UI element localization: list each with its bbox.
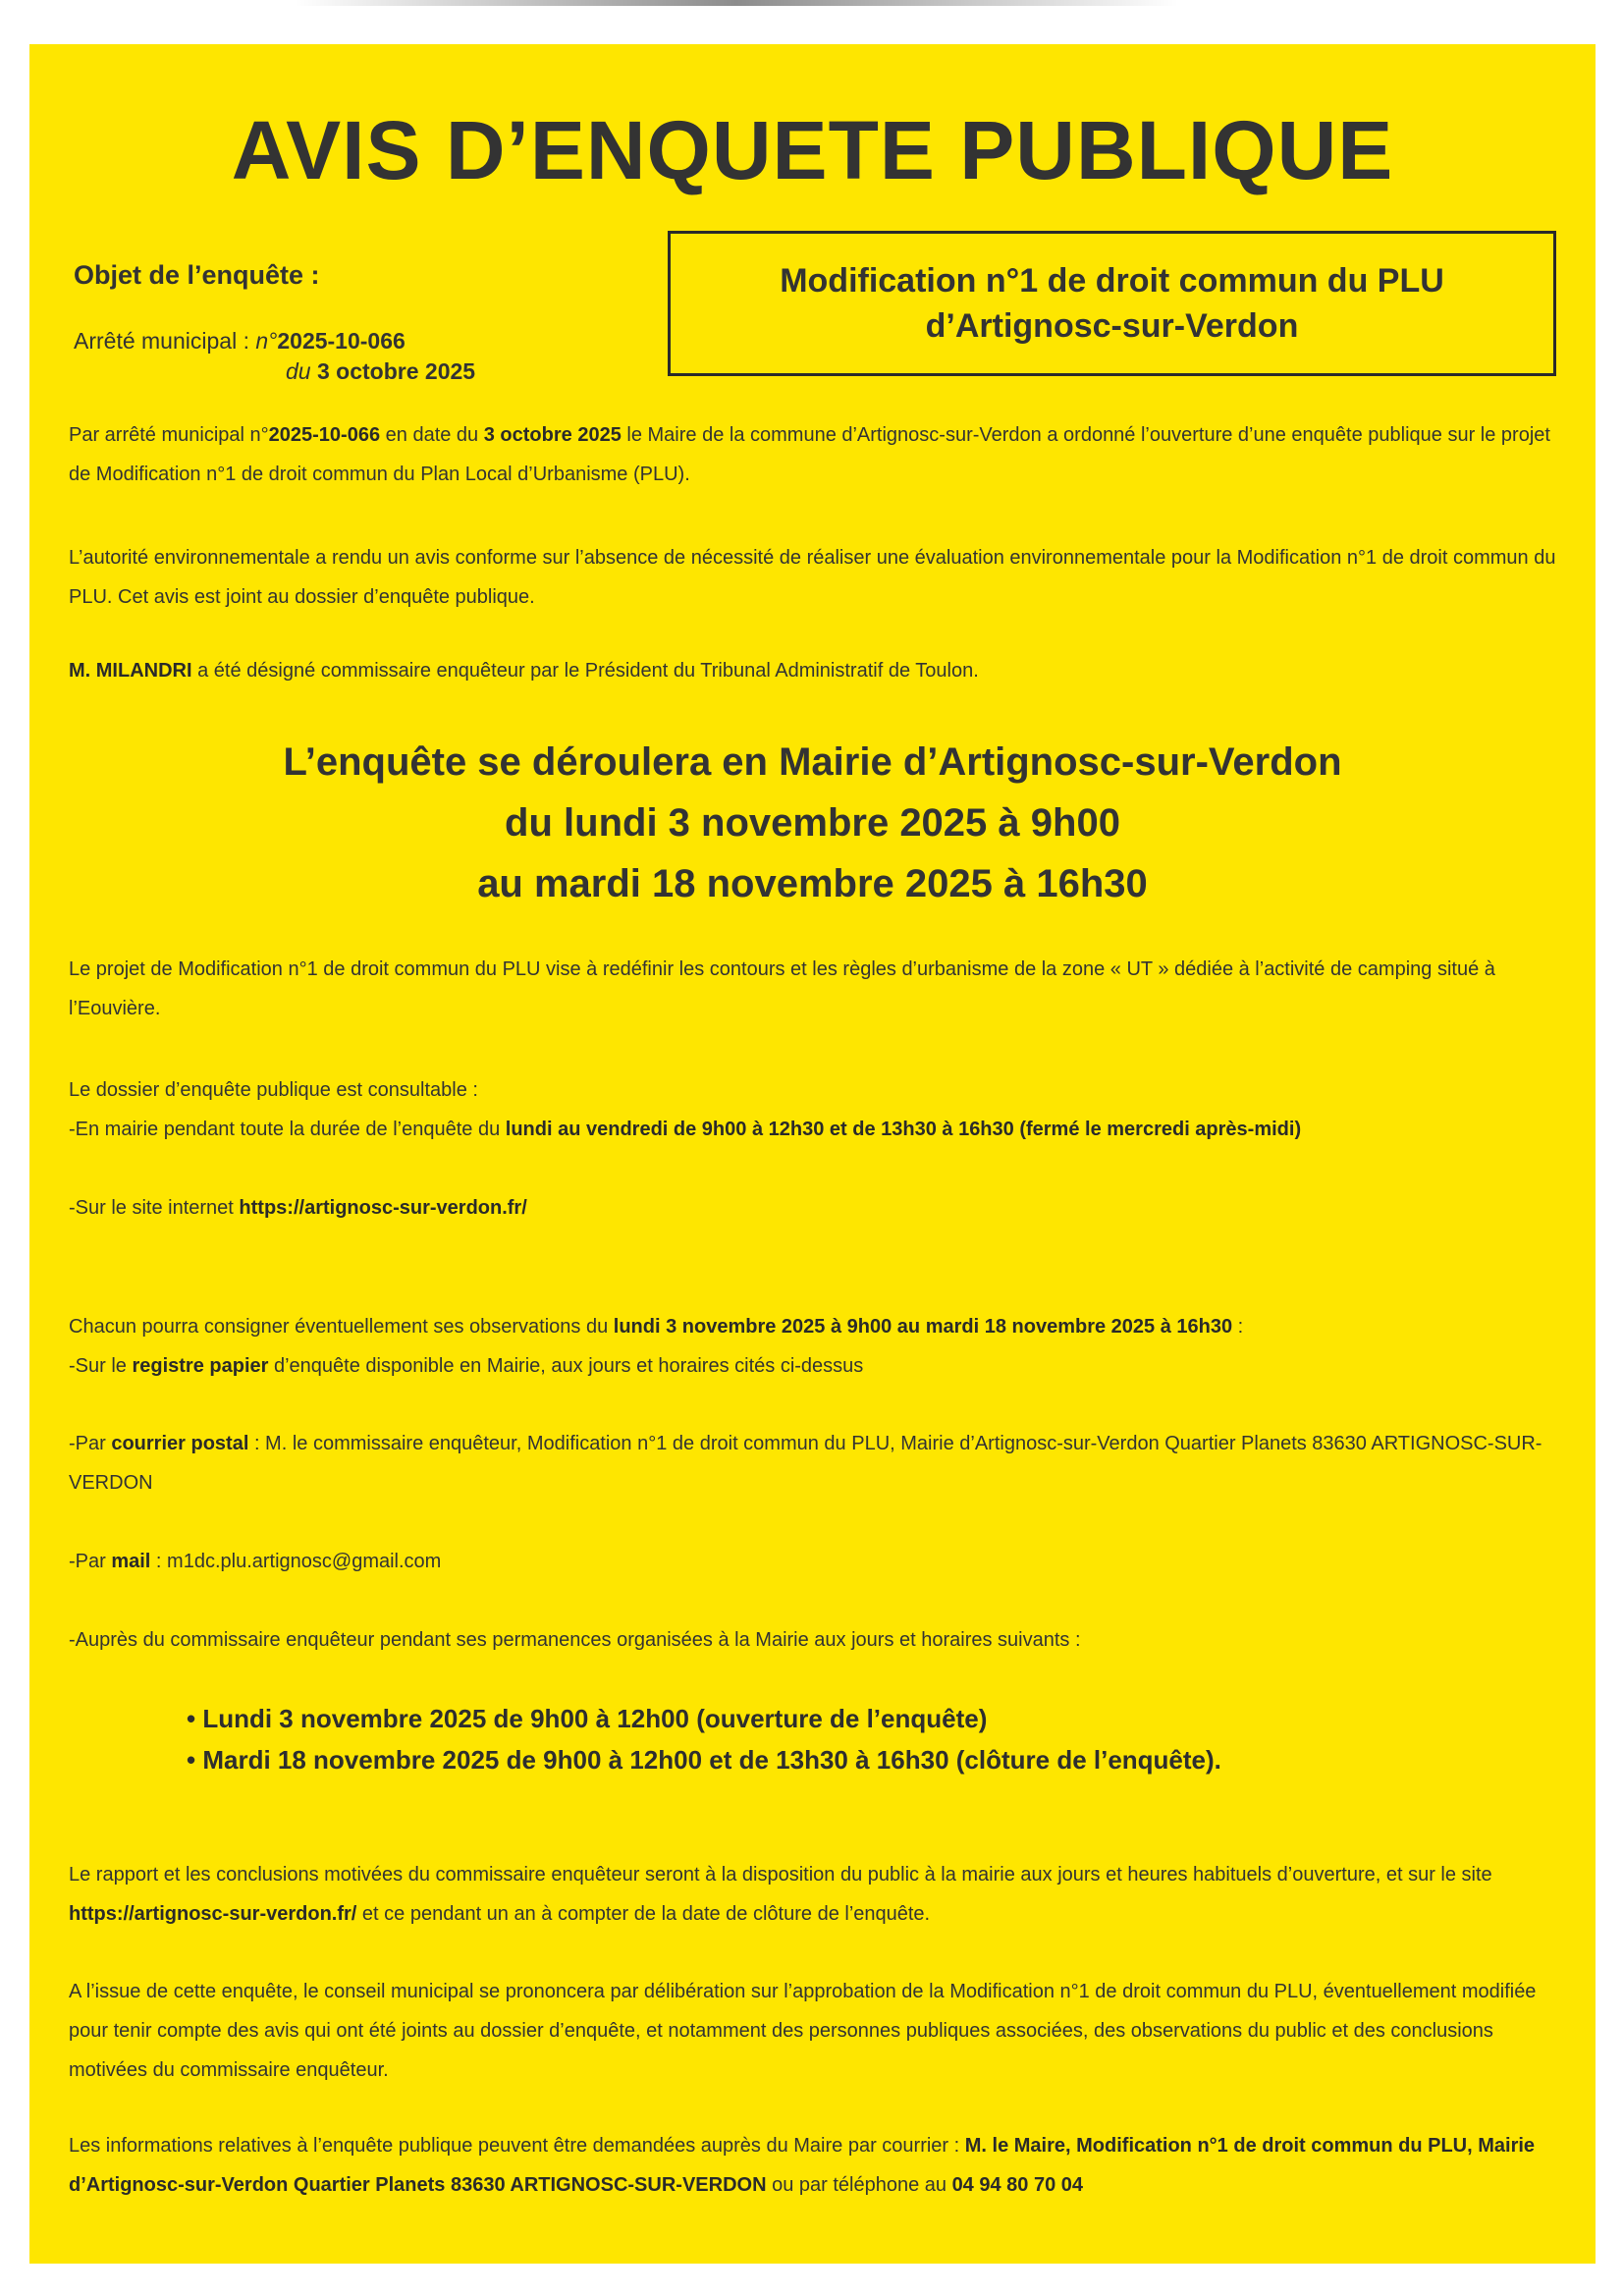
paragraph-commissaire [69, 651, 1571, 690]
website-link[interactable]: https://artignosc-sur-verdon.fr/ [239, 1197, 527, 1219]
paragraph-infos [69, 2126, 1571, 2205]
headline-dates [29, 732, 1596, 914]
headline-line1: L’enquête se déroulera en Mairie d’Artignosc-sur-Verdon [283, 740, 1342, 784]
courrier-address: : M. le commissaire enquêteur, Modification n°1 de droit commun du PLU, Mairie d’Artignosc-sur-Verdon Quartier Planets 83630 ARTIGNOSC-SUR-VERDON [69, 1433, 1542, 1494]
rapport-website-link[interactable]: https://artignosc-sur-verdon.fr/ [69, 1903, 357, 1925]
object-label: Objet de l’enquête : [74, 260, 320, 290]
observations-intro [69, 1307, 1571, 1346]
mail-address[interactable]: : m1dc.plu.artignosc@gmail.com [150, 1551, 442, 1572]
paragraph-environment: L’autorité environnementale a rendu un avis conforme sur l’absence de nécessité de réaliser une évaluation environnementale pour la Modification n°1 de droit commun du PLU. Cet avis est joint au dossier d’enquête publique. [69, 547, 1556, 608]
rapport-text: Le rapport et les conclusions motivées du commissaire enquêteur seront à la disposition du public à la mairie aux jours et heures habituels d’ouverture, et sur le site [69, 1864, 1492, 1886]
rapport-text2: et ce pendant un an à compter de la date de clôture de l’enquête. [356, 1903, 931, 1925]
arrete-date: 3 octobre 2025 [310, 358, 476, 384]
p1-text3: le Maire de la commune d’Artignosc-sur-Verdon a ordonné l’ouverture d’une enquête publique sur le projet de Modification n°1 de droit commun du Plan Local d’Urbanisme (PLU). [69, 424, 1550, 485]
infos-text2: ou par téléphone au [766, 2174, 952, 2196]
infos-address: M. le Maire, Modification n°1 de droit commun du PLU, Mairie d’Artignosc-sur-Verdon Quartier Planets 83630 ARTIGNOSC-SUR-VERDON [69, 2135, 1536, 2196]
p1-number: 2025-10-066 [268, 424, 381, 446]
observations-registre [69, 1346, 1571, 1386]
consult-site [69, 1188, 1571, 1228]
courrier-prefix: -Par [69, 1433, 112, 1454]
consultation-block [69, 1070, 1571, 1149]
permanence-item: • Lundi 3 novembre 2025 de 9h00 à 12h00 (ouverture de l’enquête) [187, 1698, 1221, 1739]
observations-block [69, 1307, 1571, 1386]
notice-sheet [29, 44, 1596, 2264]
paragraph-issue: A l’issue de cette enquête, le conseil municipal se prononcera par délibération sur l’approbation de la Modification n°1 de droit commun du PLU, éventuellement modifiée pour tenir compte des avis qui ont été joints au dossier d’enquête, et notamment des personnes publiques associées, des observations du public et des conclusions motivées du commissaire enquêteur. [69, 1981, 1537, 2081]
commissaire-text: a été désigné commissaire enquêteur par le Président du Tribunal Administratif de Toulon. [191, 660, 979, 682]
obs-colon: : [1232, 1316, 1244, 1338]
object-box-line2: d’Artignosc-sur-Verdon [925, 307, 1299, 345]
infos-text: Les informations relatives à l’enquête publique peuvent être demandées auprès du Maire par courrier : [69, 2135, 965, 2157]
permanences-list [187, 1698, 1221, 1780]
mail-prefix: -Par [69, 1551, 112, 1572]
p1-text2: en date du [380, 424, 484, 446]
notice-title: AVIS D’ENQUETE PUBLIQUE [231, 104, 1394, 196]
permanence-item: • Mardi 18 novembre 2025 de 9h00 à 12h00 et de 13h30 à 16h30 (clôture de l’enquête). [187, 1739, 1221, 1780]
paragraph-arrete [69, 415, 1571, 494]
arrete-n: n° [255, 328, 278, 354]
paragraph-rapport [69, 1855, 1571, 1934]
consult-mairie-text: -En mairie pendant toute la durée de l’enquête du [69, 1119, 506, 1140]
commissaire-name: M. MILANDRI [69, 660, 192, 682]
headline-line2: du lundi 3 novembre 2025 à 9h00 [505, 801, 1120, 845]
consult-mairie-hours: lundi au vendredi de 9h00 à 12h30 et de 13h30 à 16h30 (fermé le mercredi après-midi) [505, 1119, 1302, 1140]
p1-date: 3 octobre 2025 [483, 424, 622, 446]
registre-text: d’enquête disponible en Mairie, aux jours et horaires cités ci-dessus [268, 1355, 864, 1377]
consult-site-text: -Sur le site internet [69, 1197, 240, 1219]
registre-prefix: -Sur le [69, 1355, 133, 1377]
observations-mail [69, 1542, 1571, 1581]
object-box-line1: Modification n°1 de droit commun du PLU [780, 262, 1444, 300]
consult-mairie [69, 1110, 1571, 1149]
arrete-reference [74, 326, 475, 387]
observations-courrier [69, 1424, 1571, 1503]
obs-intro-text: Chacun pourra consigner éventuellement ses observations du [69, 1316, 614, 1338]
consult-intro: Le dossier d’enquête publique est consultable : [69, 1079, 478, 1101]
courrier-label: courrier postal [111, 1433, 249, 1454]
arrete-prefix: Arrêté municipal : [74, 328, 256, 354]
arrete-du: du [286, 358, 311, 384]
arrete-number: 2025-10-066 [277, 328, 406, 354]
scan-shadow [295, 0, 1178, 6]
headline-line3: au mardi 18 novembre 2025 à 16h30 [477, 862, 1148, 905]
object-box [668, 231, 1556, 376]
p1-text: Par arrêté municipal n° [69, 424, 269, 446]
registre-label: registre papier [132, 1355, 269, 1377]
obs-period: lundi 3 novembre 2025 à 9h00 au mardi 18 novembre 2025 à 16h30 [613, 1316, 1233, 1338]
observations-aupres: -Auprès du commissaire enquêteur pendant ses permanences organisées à la Mairie aux jours et horaires suivants : [69, 1629, 1081, 1651]
mail-label: mail [111, 1551, 151, 1572]
infos-phone: 04 94 80 70 04 [951, 2174, 1084, 2196]
paragraph-project: Le projet de Modification n°1 de droit commun du PLU vise à redéfinir les contours et les règles d’urbanisme de la zone « UT » dédiée à l’activité de camping situé à l’Eouvière. [69, 958, 1495, 1019]
